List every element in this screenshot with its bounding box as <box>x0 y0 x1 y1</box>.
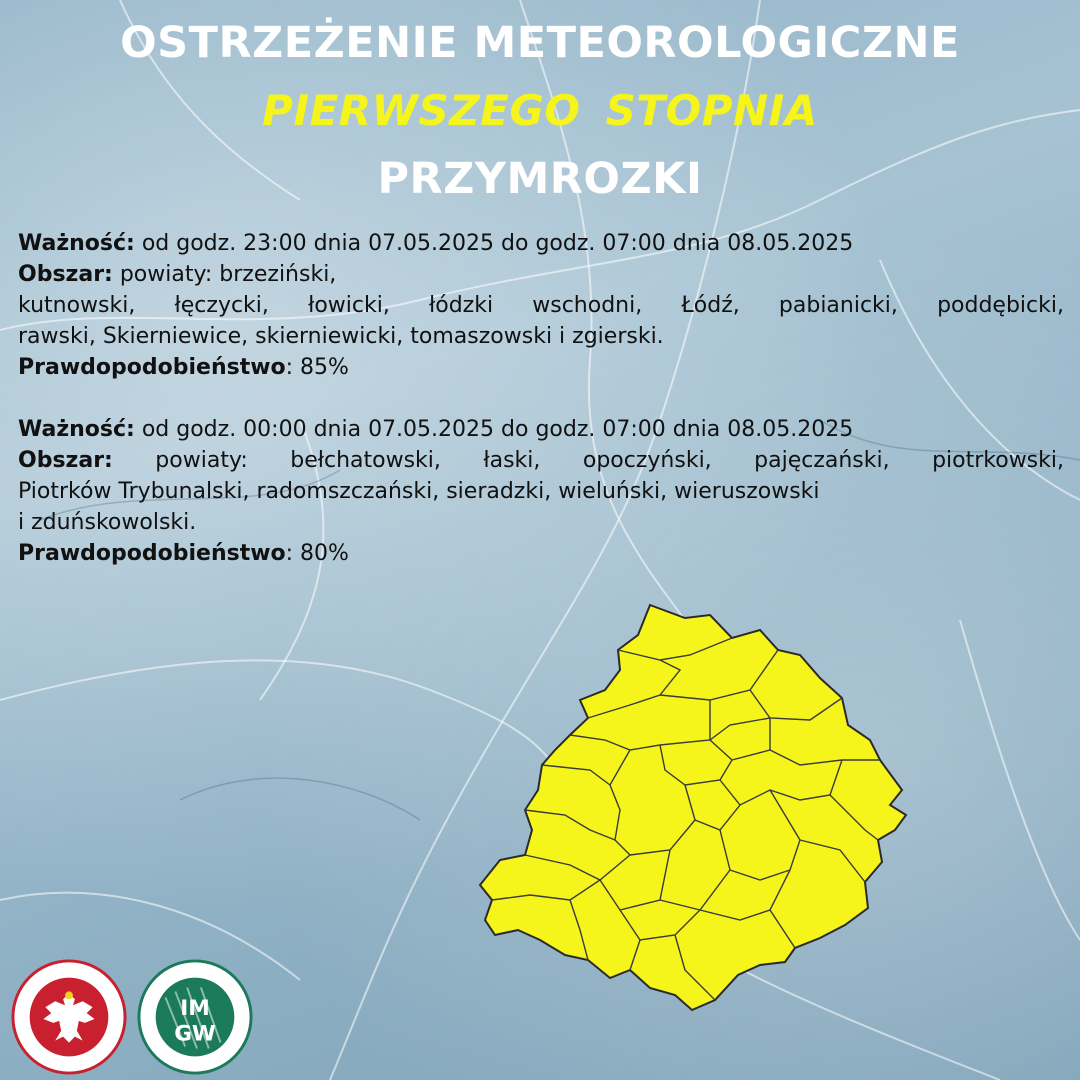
imgw-mark-bottom: GW <box>174 1021 216 1047</box>
region-map <box>470 600 920 1020</box>
area-counties-line: Piotrków Trybunalski, radomszczański, sieradzki, wieluński, wieruszowski <box>18 479 820 504</box>
area-counties-line: kutnowski, łęczycki, łowicki, łódzki wschodni, Łódź, pabianicki, poddębicki, <box>18 293 1064 318</box>
voivodeship-office-logo <box>10 958 128 1076</box>
warning-details <box>18 228 1064 569</box>
area-line: Obszar: powiaty: bełchatowski, łaski, opoczyński, pajęczański, piotrkowski, <box>18 448 1064 473</box>
warning-type: PRZYMROZKI <box>377 154 703 204</box>
imgw-mark-top: IM <box>180 996 210 1022</box>
validity-line: Ważność: od godz. 00:00 dnia 07.05.2025 do godz. 07:00 dnia 08.05.2025 <box>18 417 854 442</box>
area-line: Obszar: powiaty: brzeziński, <box>18 262 337 287</box>
area-counties-line: rawski, Skierniewice, skierniewicki, tomaszowski i zgierski. <box>18 324 664 349</box>
probability-line: Prawdopodobieństwo: 85% <box>18 355 349 380</box>
warning-level: PIERWSZEGO STOPNIA <box>262 86 818 135</box>
area-counties-line: i zduńskowolski. <box>18 510 197 535</box>
validity-line: Ważność: od godz. 23:00 dnia 07.05.2025 do godz. 07:00 dnia 08.05.2025 <box>18 231 854 256</box>
imgw-logo <box>136 958 254 1076</box>
probability-line: Prawdopodobieństwo: 80% <box>18 541 349 566</box>
warning-title: OSTRZEŻENIE METEOROLOGICZNE <box>120 18 960 68</box>
